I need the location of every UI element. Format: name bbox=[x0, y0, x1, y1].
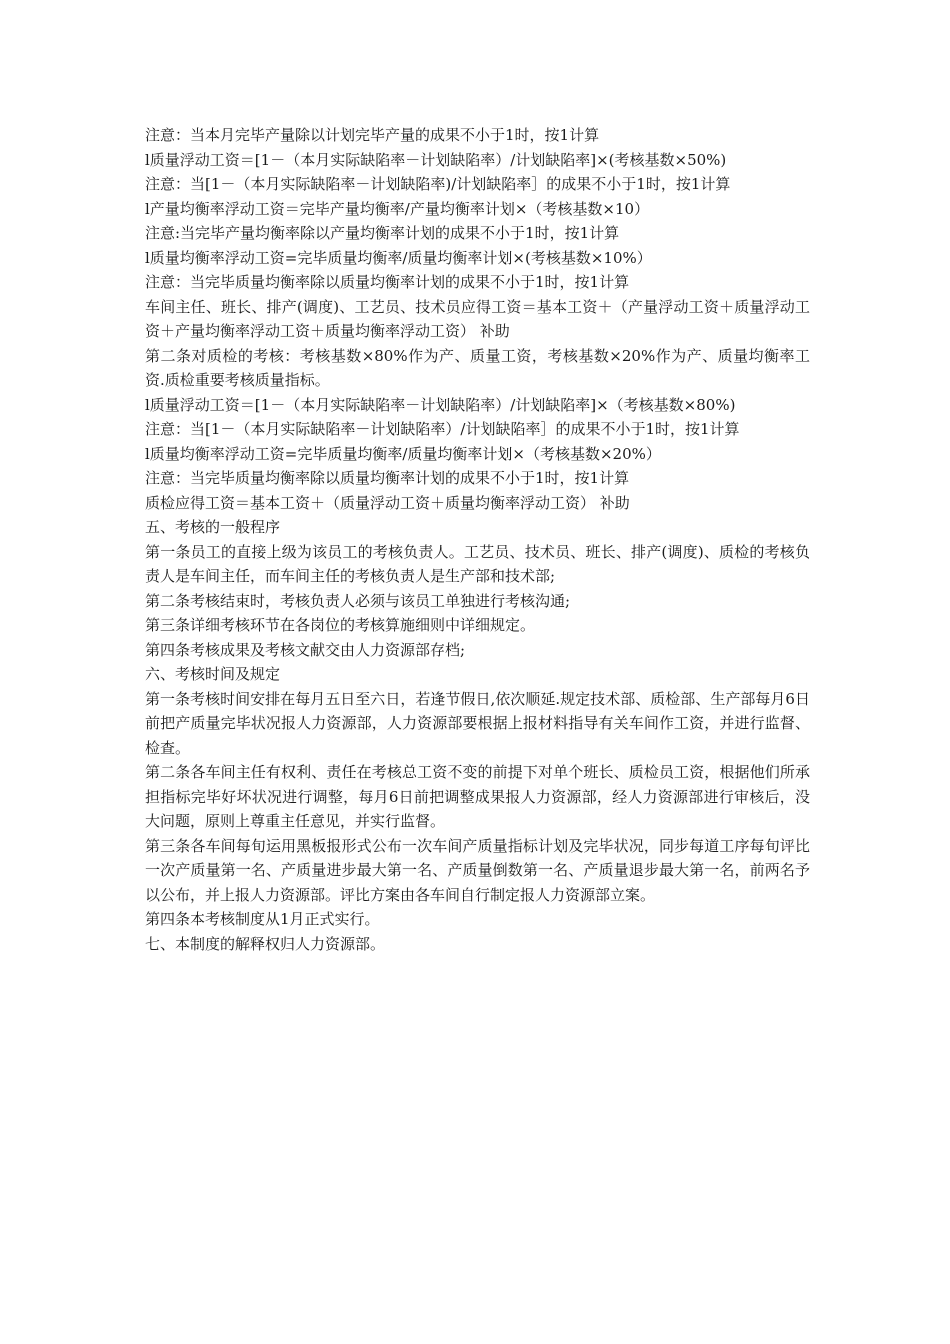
formula-quality-float-wage: l质量浮动工资＝[1－（本月实际缺陷率－计划缺陷率）/计划缺陷率]×(考核基数×50%) bbox=[145, 150, 727, 169]
section-heading-5: 五、考核的一般程序 bbox=[145, 518, 281, 536]
formula-inspector-wage: 质检应得工资＝基本工资＋（质量浮动工资＋质量均衡率浮动工资） 补助 bbox=[145, 493, 630, 512]
note-quality-ratio: 注意：当[1－（本月实际缺陷率－计划缺陷率)/计划缺陷率］的成果不小于1时，按1计算 bbox=[145, 175, 731, 193]
note-quality-balance: 注意：当完毕质量均衡率除以质量均衡率计划的成果不小于1时，按1计算 bbox=[145, 273, 630, 291]
section5-article-2: 第二条考核结束时，考核负责人必须与该员工单独进行考核沟通; bbox=[145, 591, 571, 610]
formula-supervisor-wage: 车间主任、班长、排产(调度)、工艺员、技术员应得工资＝基本工资＋（产量浮动工资＋质量浮动工资＋产量均衡率浮动工资＋质量均衡率浮动工资） 补助 bbox=[145, 297, 810, 340]
document-body bbox=[145, 123, 810, 956]
section5-article-4: 第四条考核成果及考核文献交由人力资源部存档; bbox=[145, 640, 466, 659]
section-heading-6: 六、考核时间及规定 bbox=[145, 665, 281, 683]
article-two-inspection: 第二条对质检的考核：考核基数×80%作为产、质量工资，考核基数×20%作为产、质量均衡率工资.质检重要考核质量指标。 bbox=[145, 346, 810, 389]
section5-article-1: 第一条员工的直接上级为该员工的考核负责人。工艺员、技术员、班长、排产(调度)、质检的考核负责人是车间主任，而车间主任的考核负责人是生产部和技术部; bbox=[145, 542, 810, 585]
note-inspection-balance: 注意：当完毕质量均衡率除以质量均衡率计划的成果不小于1时，按1计算 bbox=[145, 469, 630, 487]
section6-article-3: 第三条各车间每旬运用黑板报形式公布一次车间产质量指标计划及完毕状况，同步每道工序每旬评比一次产质量第一名、产质量进步最大第一名、产质量倒数第一名、产质量退步最大第一名，前两名予以公布，并上报人力资源部。评比方案由各车间自行制定报人力资源部立案。 bbox=[145, 836, 810, 904]
note-inspection-quality-ratio: 注意：当[1－（本月实际缺陷率－计划缺陷率）/计划缺陷率］的成果不小于1时，按1计算 bbox=[145, 420, 740, 438]
note-output-balance: 注意:当完毕产量均衡率除以产量均衡率计划的成果不小于1时，按1计算 bbox=[145, 224, 620, 242]
formula-inspection-quality-wage: l质量浮动工资＝[1－（本月实际缺陷率－计划缺陷率）/计划缺陷率]×（考核基数×80%) bbox=[145, 395, 736, 414]
section6-article-1: 第一条考核时间安排在每月五日至六日，若逢节假日,依次顺延.规定技术部、质检部、生产部每月6日前把产质量完毕状况报人力资源部，人力资源部要根据上报材料指导有关车间作工资，并进行监督、检查。 bbox=[145, 689, 810, 757]
section6-article-2: 第二条各车间主任有权利、责任在考核总工资不变的前提下对单个班长、质检员工资，根据他们所承担指标完毕好坏状况进行调整，每月6日前把调整成果报人力资源部，经人力资源部进行审核后，没大问题，原则上尊重主任意见，并实行监督。 bbox=[145, 763, 810, 830]
formula-quality-balance-wage: l质量均衡率浮动工资=完毕质量均衡率/质量均衡率计划×(考核基数×10%） bbox=[145, 248, 652, 267]
section6-article-4: 第四条本考核制度从1月正式实行。 bbox=[145, 910, 380, 928]
section5-article-3: 第三条详细考核环节在各岗位的考核算施细则中详细规定。 bbox=[145, 616, 536, 634]
section-heading-7: 七、本制度的解释权归人力资源部。 bbox=[145, 934, 386, 953]
note-output-ratio: 注意：当本月完毕产量除以计划完毕产量的成果不小于1时，按1计算 bbox=[145, 126, 600, 144]
formula-inspection-balance-wage: l质量均衡率浮动工资=完毕质量均衡率/质量均衡率计划×（考核基数×20%） bbox=[145, 444, 661, 463]
formula-output-balance-wage: l产量均衡率浮动工资＝完毕产量均衡率/产量均衡率计划×（考核基数×10） bbox=[145, 199, 650, 218]
